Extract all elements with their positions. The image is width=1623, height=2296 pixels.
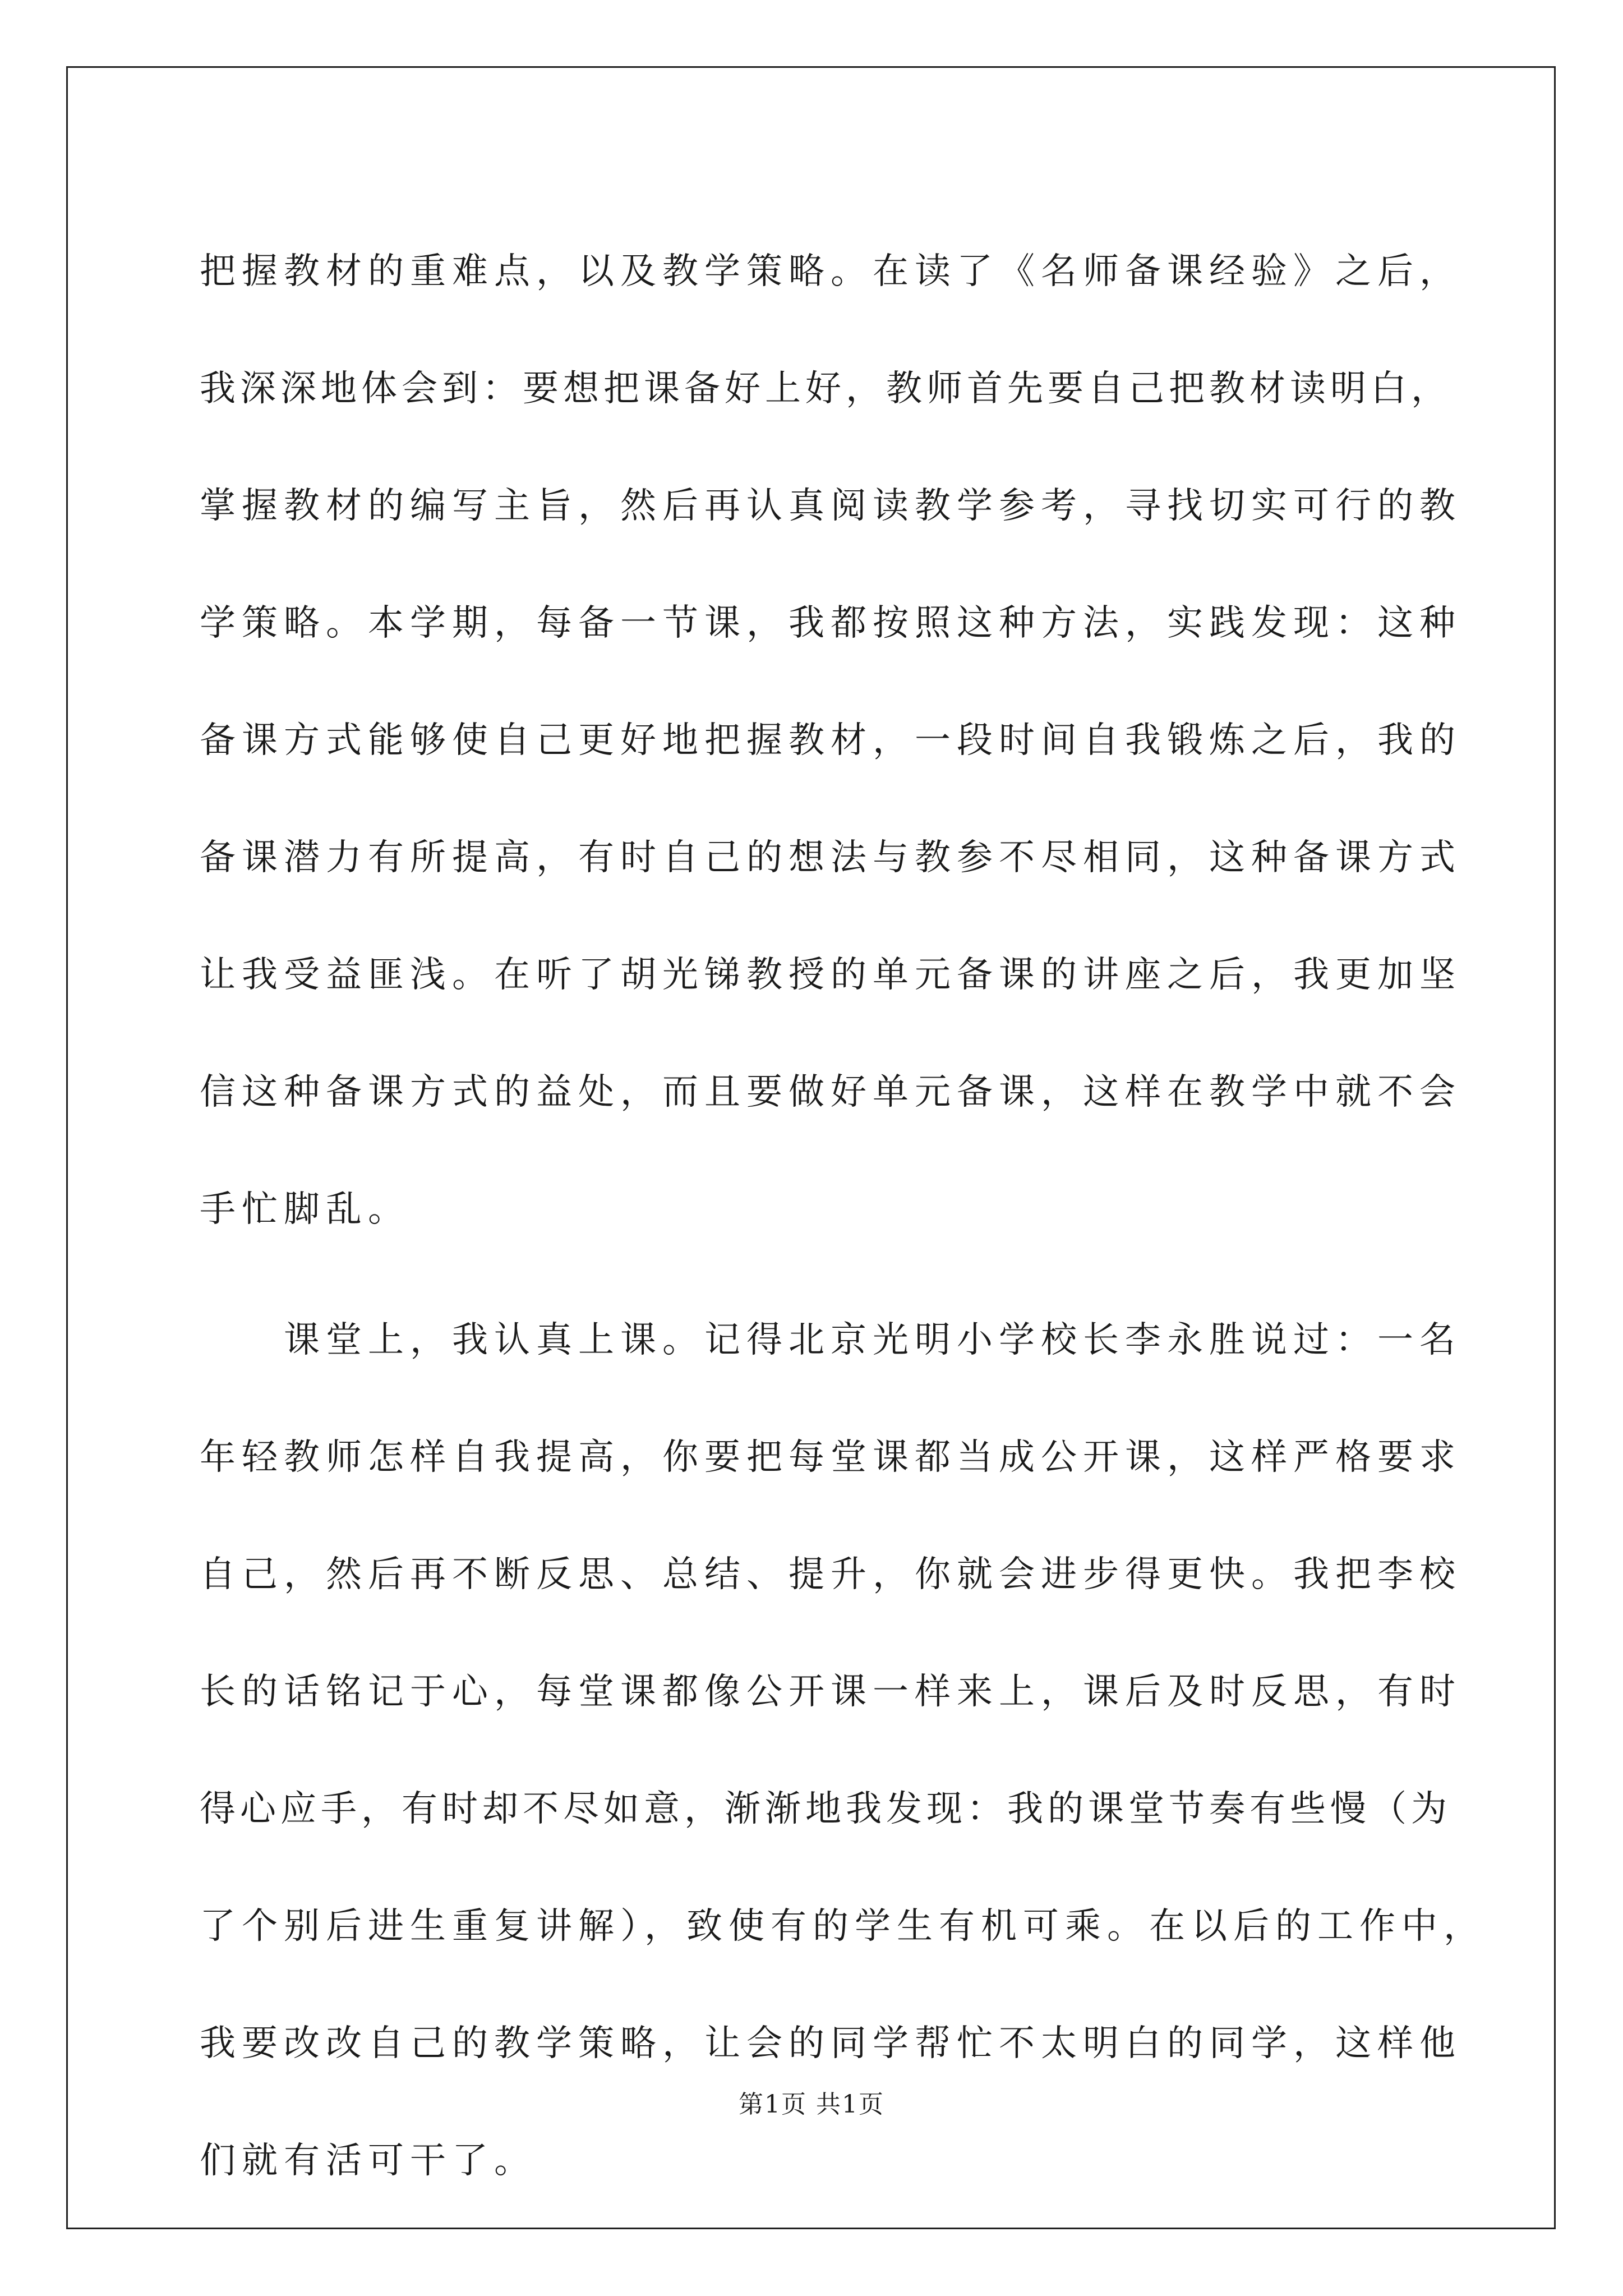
text-line: 自己，然后再不断反思、总结、提升，你就会进步得更快。我把李校 (200, 1554, 1461, 1595)
document-body (200, 213, 1486, 2220)
text-line: 让我受益匪浅。在听了胡光锑教授的单元备课的讲座之后，我更加坚 (200, 954, 1461, 996)
text-line: 年轻教师怎样自我提高，你要把每堂课都当成公开课，这样严格要求 (200, 1437, 1461, 1478)
text-line: 课堂上，我认真上课。记得北京光明小学校长李永胜说过：一名 (284, 1319, 1461, 1361)
text-line: 学策略。本学期，每备一节课，我都按照这种方法，实践发现：这种 (200, 602, 1461, 644)
text-line: 手忙脚乱。 (200, 1189, 410, 1230)
paragraph-2 (200, 1282, 1486, 2220)
text-line: 把握教材的重难点，以及教学策略。在读了《名师备课经验》之后， (200, 251, 1461, 292)
text-line: 长的话铭记于心，每堂课都像公开课一样来上，课后及时反思，有时 (200, 1671, 1461, 1713)
paragraph-1 (200, 213, 1461, 1268)
text-line: 备课方式能够使自己更好地把握教材，一段时间自我锻炼之后，我的 (200, 720, 1461, 761)
page-number-footer: 第1页 共1页 (739, 2090, 884, 2119)
text-line: 信这种备课方式的益处，而且要做好单元备课，这样在教学中就不会 (200, 1071, 1461, 1113)
text-line: 得心应手，有时却不尽如意，渐渐地我发现：我的课堂节奏有些慢（为 (200, 1788, 1451, 1830)
text-line: 们就有活可干了。 (200, 2140, 536, 2182)
text-line: 掌握教材的编写主旨，然后再认真阅读教学参考，寻找切实可行的教 (200, 485, 1461, 527)
text-line: 我要改改自己的教学策略，让会的同学帮忙不太明白的同学，这样他 (200, 2023, 1461, 2064)
text-line: 备课潜力有所提高，有时自己的想法与教参不尽相同，这种备课方式 (200, 837, 1461, 878)
text-line: 我深深地体会到：要想把课备好上好，教师首先要自己把教材读明白， (200, 368, 1451, 409)
text-line: 了个别后进生重复讲解），致使有的学生有机可乘。在以后的工作中， (200, 1906, 1486, 1947)
